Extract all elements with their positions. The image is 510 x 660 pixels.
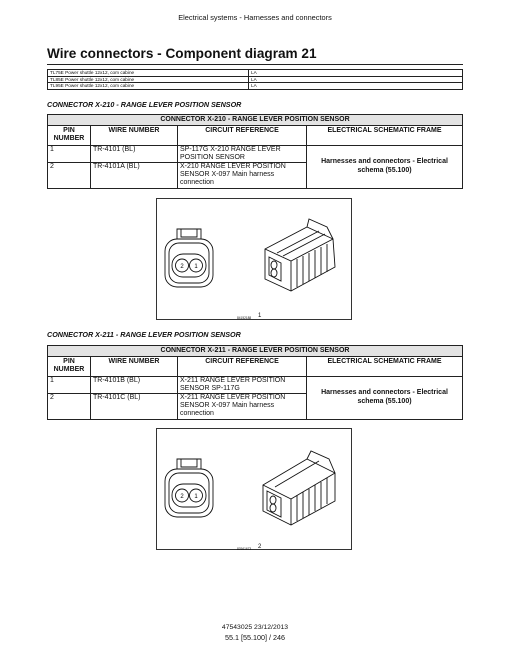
table-caption: CONNECTOR X-211 - RANGE LEVER POSITION SENSOR (48, 346, 463, 357)
circuit-cell: X-210 RANGE LEVER POSITION SENSOR X-097 Main harness connection (178, 163, 307, 189)
connector-table-x211 (47, 345, 463, 420)
title-rule (47, 64, 463, 65)
col-schematic-frame: ELECTRICAL SCHEMATIC FRAME (307, 126, 463, 145)
model-name: TL75E Power shuttle 12x12, com cabine (48, 70, 249, 77)
page-title: Wire connectors - Component diagram 21 (47, 46, 317, 61)
model-row (48, 83, 463, 90)
circuit-cell: X-211 RANGE LEVER POSITION SENSOR X-097 Main harness connection (178, 394, 307, 420)
figure-code: 84152188 (237, 316, 252, 320)
page-header: Electrical systems - Harnesses and connectors (178, 13, 332, 22)
models-table (47, 69, 463, 90)
col-circuit-reference: CIRCUIT REFERENCE (178, 126, 307, 145)
pin-cell: 1 (48, 145, 91, 162)
wire-cell: TR-4101A (BL) (91, 163, 178, 189)
circuit-cell: SP-117G X-210 RANGE LEVER POSITION SENSOR (178, 145, 307, 162)
terminal-cavity (172, 484, 206, 507)
connector-perspective (263, 451, 335, 525)
terminal-cavity (172, 254, 206, 277)
section-title-x210: CONNECTOR X-210 - RANGE LEVER POSITION SENSOR (47, 100, 242, 109)
footer-doc-id: 47543025 23/12/2013 (221, 624, 289, 631)
table-caption: CONNECTOR X-210 - RANGE LEVER POSITION SENSOR (48, 115, 463, 126)
connector-perspective (265, 219, 335, 291)
connector-figure-x211 (156, 428, 352, 550)
latch-slot (181, 229, 197, 237)
frame-cell: Harnesses and connectors - Electrical schema (55.100) (307, 145, 463, 188)
model-name: TL95E Power shuttle 12x12, com cabine (48, 83, 249, 90)
col-wire-number: WIRE NUMBER (91, 126, 178, 145)
pin-cell: 1 (48, 376, 91, 393)
col-wire-number: WIRE NUMBER (91, 357, 178, 376)
col-schematic-frame: ELECTRICAL SCHEMATIC FRAME (307, 357, 463, 376)
frame-cell: Harnesses and connectors - Electrical schema (55.100) (307, 376, 463, 419)
figure-number: 1 (258, 313, 262, 319)
col-pin-number: PIN NUMBER (48, 357, 91, 376)
connector-drawing (157, 199, 351, 319)
latch-slot (181, 459, 197, 467)
footer-page-ref: 55.1 [55.100] / 246 (225, 633, 285, 642)
pin-label: 1 (194, 263, 198, 270)
col-circuit-reference: CIRCUIT REFERENCE (178, 357, 307, 376)
connector-drawing (157, 429, 351, 549)
circuit-cell: X-211 RANGE LEVER POSITION SENSOR SP-117G (178, 376, 307, 393)
pin-label: 2 (180, 263, 184, 270)
section-title-x211: CONNECTOR X-211 - RANGE LEVER POSITION SENSOR (47, 330, 241, 339)
model-code: LA (249, 83, 463, 90)
model-code: LA (249, 76, 463, 83)
pin-label: 1 (194, 493, 198, 500)
pin-cell: 2 (48, 163, 91, 189)
connector-table-x210 (47, 114, 463, 189)
model-name: TL85E Power shuttle 12x12, com cabine (48, 76, 249, 83)
table-row (48, 145, 463, 162)
model-code: LA (249, 70, 463, 77)
figure-code: 87661673 (237, 547, 252, 551)
table-row (48, 376, 463, 393)
pin-cell: 2 (48, 394, 91, 420)
col-pin-number: PIN NUMBER (48, 126, 91, 145)
wire-cell: TR-4101B (BL) (91, 376, 178, 393)
figure-number: 2 (258, 544, 262, 550)
wire-cell: TR-4101 (BL) (91, 145, 178, 162)
wire-cell: TR-4101C (BL) (91, 394, 178, 420)
connector-figure-x210 (156, 198, 352, 320)
pin-label: 2 (180, 493, 184, 500)
